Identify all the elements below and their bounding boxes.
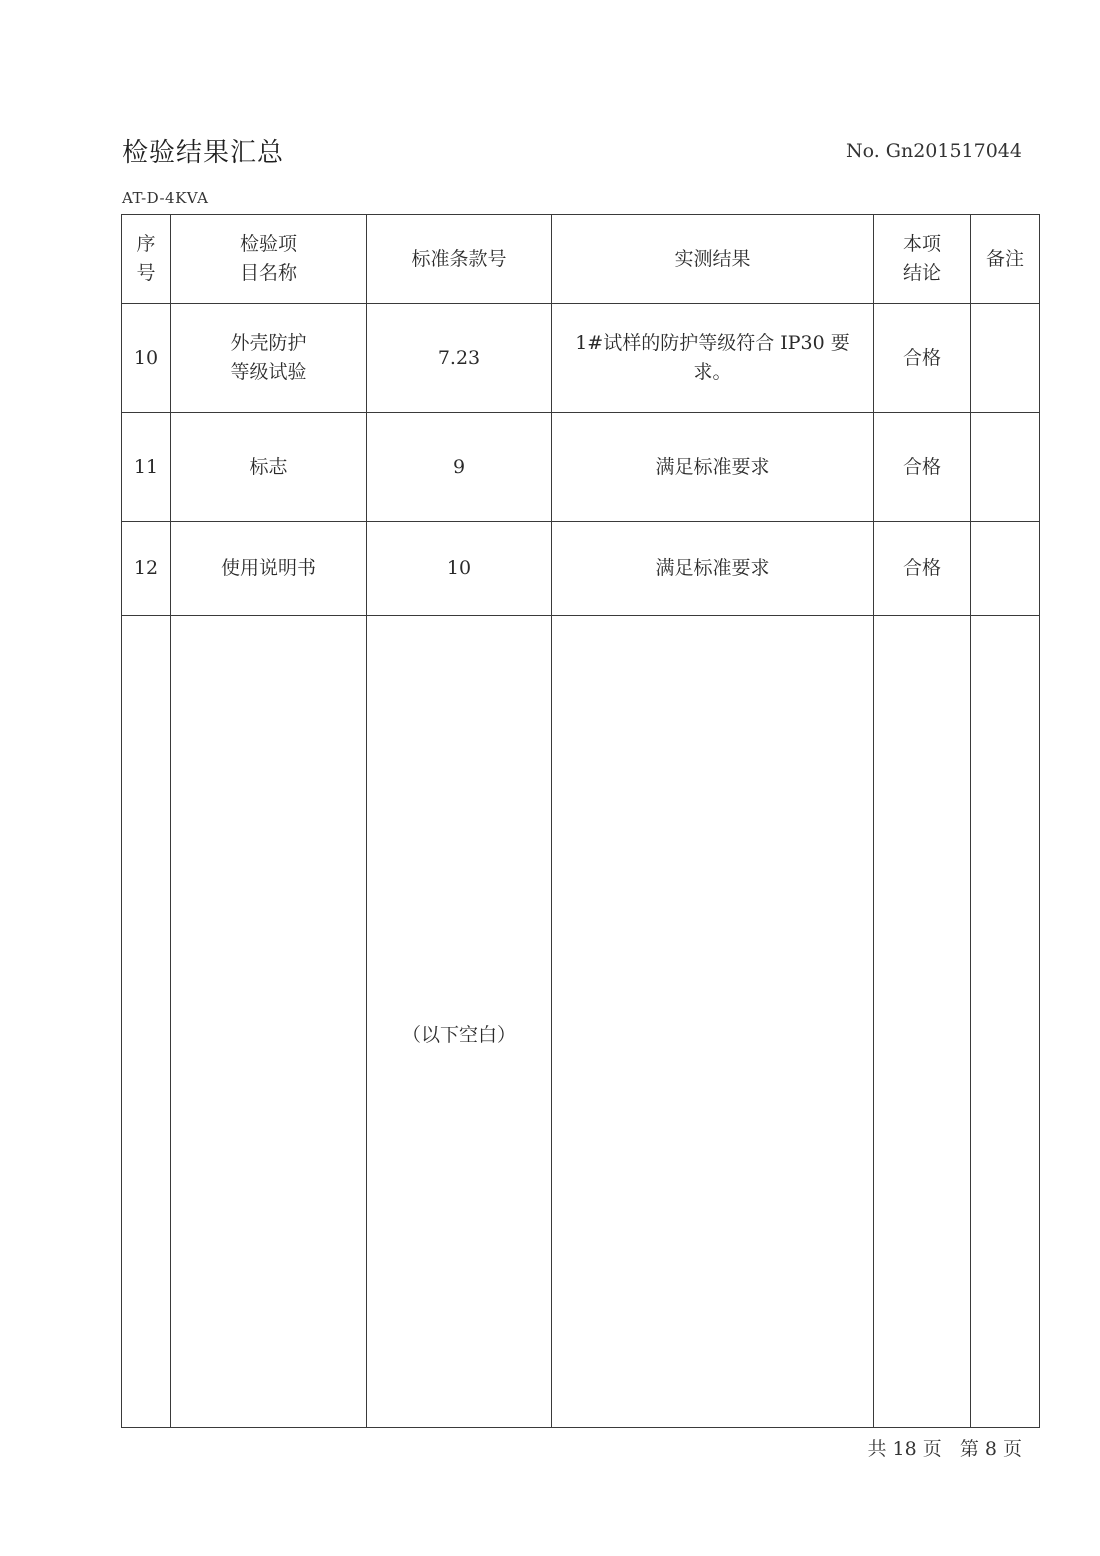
cell-verdict: 合格: [874, 413, 971, 522]
results-table: [121, 214, 1040, 1428]
cell-remark: [971, 522, 1040, 616]
total-pages: 共 18 页: [867, 1438, 942, 1460]
blank-cell: [971, 616, 1040, 1428]
cell-seq: 12: [122, 522, 171, 616]
blank-cell: [171, 616, 367, 1428]
table-row: [122, 304, 1040, 413]
blank-cell: [367, 616, 552, 1428]
header-result: 实测结果: [552, 215, 874, 304]
document-title: 检验结果汇总: [122, 138, 285, 168]
blank-note: （以下空白）: [401, 1024, 516, 1046]
cell-item-name: 使用说明书: [171, 522, 367, 616]
cell-remark: [971, 413, 1040, 522]
header-seq: 序 号: [122, 215, 171, 304]
cell-verdict: 合格: [874, 522, 971, 616]
cell-remark: [971, 304, 1040, 413]
model-number: AT-D-4KVA: [122, 189, 209, 207]
cell-item-name: 标志: [171, 413, 367, 522]
page-footer: [867, 1434, 1022, 1461]
cell-result: 1#试样的防护等级符合 IP30 要求。: [552, 304, 874, 413]
table-header-row: [122, 215, 1040, 304]
cell-seq: 10: [122, 304, 171, 413]
header-verdict: 本项 结论: [874, 215, 971, 304]
current-page: 第 8 页: [959, 1438, 1022, 1460]
cell-verdict: 合格: [874, 304, 971, 413]
blank-row: [122, 616, 1040, 1428]
header-clause: 标准条款号: [367, 215, 552, 304]
cell-clause: 10: [367, 522, 552, 616]
cell-result: 满足标准要求: [552, 413, 874, 522]
report-number: No. Gn201517044: [845, 140, 1022, 162]
header-remark: 备注: [971, 215, 1040, 304]
cell-item-name: 外壳防护 等级试验: [171, 304, 367, 413]
blank-cell: [874, 616, 971, 1428]
header-item-name: 检验项 目名称: [171, 215, 367, 304]
cell-result: 满足标准要求: [552, 522, 874, 616]
blank-cell: [552, 616, 874, 1428]
cell-clause: 9: [367, 413, 552, 522]
cell-seq: 11: [122, 413, 171, 522]
table-row: [122, 413, 1040, 522]
cell-clause: 7.23: [367, 304, 552, 413]
table-row: [122, 522, 1040, 616]
blank-cell: [122, 616, 171, 1428]
